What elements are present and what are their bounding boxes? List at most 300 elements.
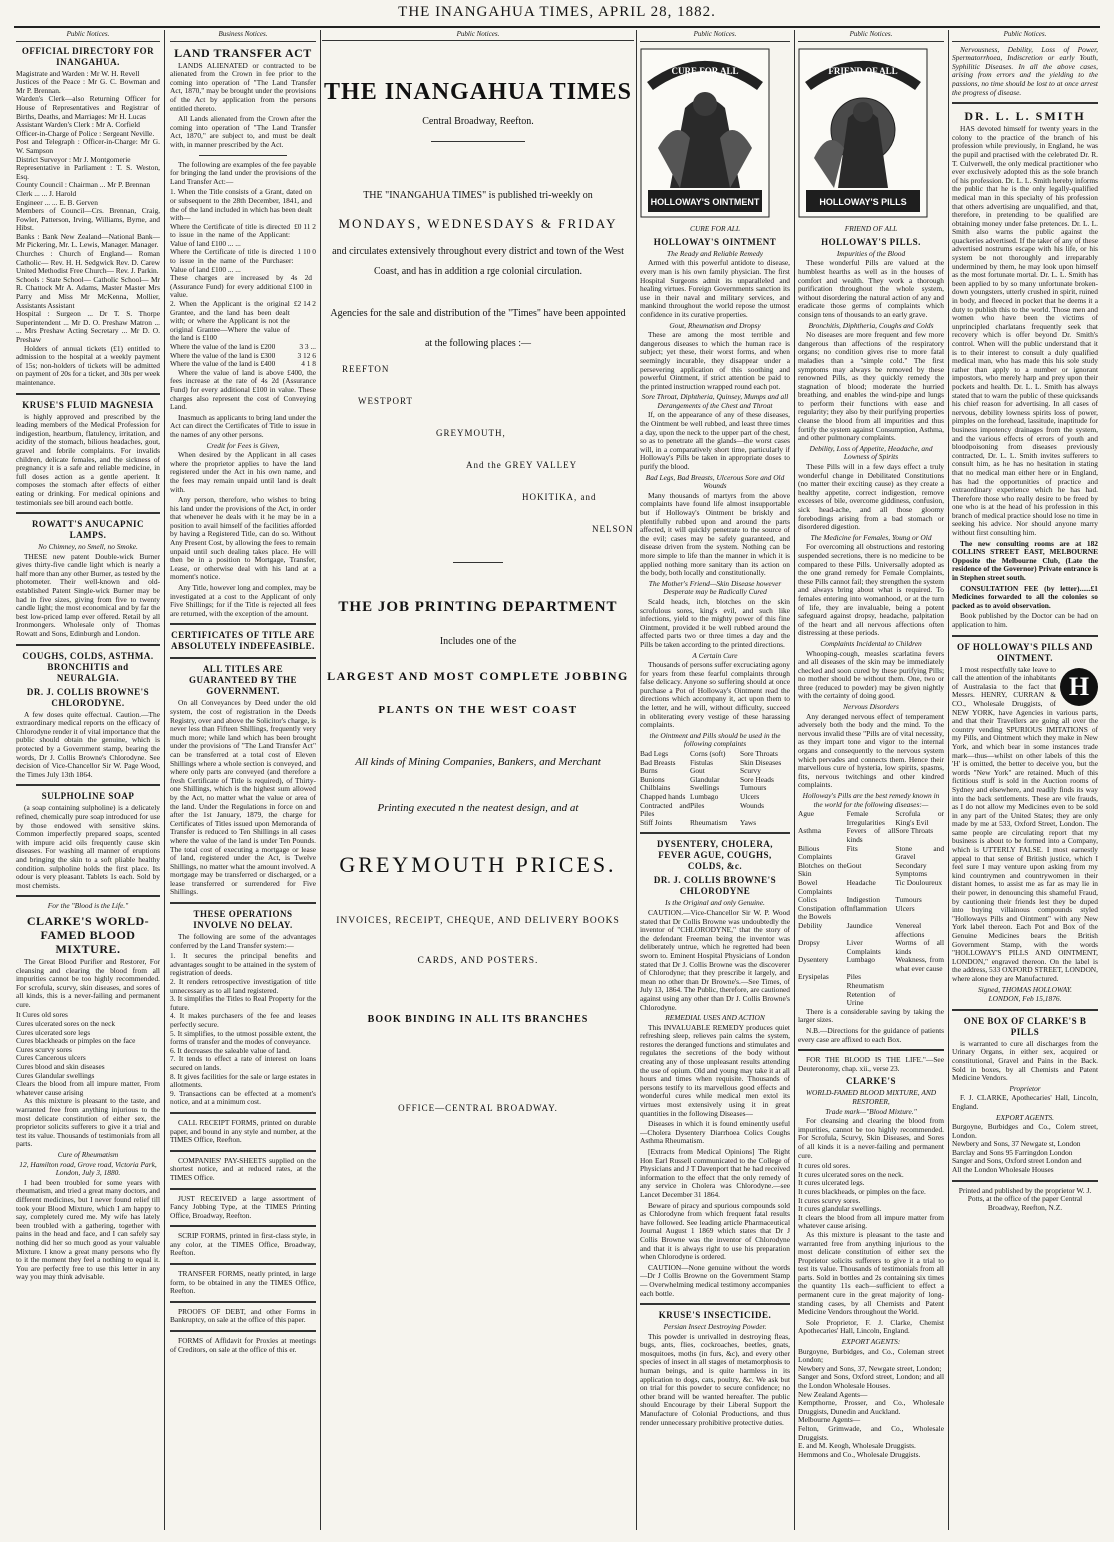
blood-lead: For the "Blood is the Life.": [47, 901, 129, 911]
holloways-ointment-engraving: [640, 48, 770, 218]
clarke-body: The Great Blood Purifier and Restorer, For cleansing and clearing the blood from all impurities cannot be too highly recommended. For scrofula, scurvy, skin diseases, and sores of all kinds, this is a never-failing and permanent cure.: [16, 956, 160, 1009]
agent-entry: Felton, Grimwade, and Co., Wholesale Druggists.: [798, 1423, 944, 1442]
ops-list-item: 9. Transactions can be effected at a moment's notice, and at a minimum cost.: [170, 1088, 316, 1107]
section-body: Many thousands of martyrs from the above complaints have found life almost insupportable but if Holloway's Ointment be briskly and plentifully rubbed upon and around the parts affected, it will quickly penetrate to the source of the evil; cases may be safely guaranteed, and disease driven from the system. Nothing can be more simple to life than the manner in which it is applied nothing more sanitary than its action on the body, both locally and constitutionally.: [640, 490, 790, 578]
remedy-cell: Worms of all kinds: [895, 938, 944, 956]
agent-entry: New Zealand Agents—: [798, 1389, 868, 1399]
fee-description: These charges are increased by 4s 2d (Assurance Fund) for every additional £100 in value.: [170, 273, 312, 300]
fee-description: Where the Certificate of title is directed to issue in the name of the Purchaser: Value of land £100 ... ...: [170, 247, 294, 274]
places-lead: at the following places :—: [424, 338, 532, 349]
directory-entry: County Council : Chairman ... Mr P. Brennan: [16, 180, 151, 190]
forms-ad: FORMS of Affidavit for Proxies at meetings of Creditors, on sale at the office of this er.: [170, 1336, 316, 1354]
guaranteed-head: ALL TITLES ARE GUARANTEED BY THE GOVERNMENT.: [188, 664, 298, 697]
section-body: Thousands of persons suffer excruciating agony for years from these fearful complaints through false delicacy. Anyone so suffering should at once purchase a Pot of Holloway's Ointment read the directions which accompany it, act upon them to the letter, and he will, without difficulty, succeed in obliterating every vestige of these harassing complaints.: [640, 660, 790, 730]
complaints-table: [640, 750, 790, 827]
complaints-cell: Lumbago: [690, 792, 719, 801]
mining-line: All kinds of Mining Companies, Bankers, and Merchant: [355, 756, 601, 768]
remedy-cell: [895, 991, 944, 1008]
cure-body: I had been troubled for some years with rheumatism, and tried a great many doctors, and different medicines, but I never found relief till took your Blood Mixture, which I am happy to say, completely cured me. My wife has lately been troubled with a gathering, together with pains in the head and face, and I can safely say nothing did her so much good as your valuable Mixture. I know a great many persons who fly to it the moment they feel a nothing to equal it. You are perfectly free to use this letter in any way you may think advisable.: [16, 1177, 160, 1282]
agent-entry: Barclay and Sons 95 Farringdon London: [952, 1147, 1073, 1157]
collis-title: DR. J. COLLIS BROWNE'S CHLORODYNE.: [26, 686, 150, 708]
remedy-cell: [798, 982, 847, 991]
blood-life: FOR THE BLOOD IS THE LIFE."—See Deuteronomy, chap. xii., verse 23.: [798, 1055, 944, 1073]
divider: [170, 657, 316, 659]
directory-entry: Warden's Clerk—also Returning Officer for House of Representatives and Registrar of Births, Deaths, and Marriages: Mr H. Lucas: [16, 94, 160, 121]
clarke-title: CLARKE'S: [845, 1076, 896, 1087]
divider: [170, 1150, 316, 1152]
saving-note: There is a considerable saving by taking the larger sizes.: [798, 1006, 944, 1025]
cure-head: Cure of Rheumatism: [57, 1149, 119, 1159]
sulpholine-body: (a soap containing sulpholine) is a delicately refined, chemically pure soap introduced for use by those endowed with sensitive skins. Common imperfectly prepared soaps, scented with impure acid oils frequently cause skin diseases. For washing all manner of eruptions and bringing the skin to a soft pliable healthy condition. sulpholine holds the first place. Its odour is very pleasant. Tablets 1s each. Sold by most chemists.: [16, 803, 160, 890]
remedy-cell: Blotches on the Skin: [798, 860, 847, 879]
ops-head: THESE OPERATIONS INVOLVE NO DELAY.: [193, 909, 293, 931]
transfer-ad: TRANSFER FORMS, neatly printed, in large form, to be obtained in any the TIMES Office, Reefton.: [170, 1269, 316, 1296]
section-body: For overcoming all obstructions and restoring suspended secretions, there is no medicine to be compared to these Pills. Universally adopted as the one grand remedy for Female Complaints, these Pills cannot fail; they strengthen the system and always bring about what is required. To females entering into womanhood, or at the turn of life, they are invaluable, being a potent safeguard against dropsy, headache, palpitation of the heart and all nervous affections often distressing at these periods.: [798, 542, 944, 638]
place-item: And the GREY VALLEY: [466, 460, 578, 470]
collis-title: DR. J. COLLIS BROWNE'S CHLORODYNE: [653, 875, 777, 897]
plants-line: PLANTS ON THE WEST COAST: [378, 704, 578, 716]
column-4: [640, 30, 790, 1530]
complaints-cell: Bad Legs: [640, 749, 669, 759]
clarke-list: [798, 1162, 944, 1231]
section-body: These Pills will in a few days effect a truly wonderful change in Debilitated Constitutions (no matter their exciting cause) as they create a healthy appetite, correct indigestion, remove excesses of bile, overcome giddiness, confusion, sick head-ache, and all those gloomy forebodings arising from a bad stomach or disordered digestion.: [798, 462, 944, 532]
divider: [640, 832, 790, 834]
complaints-row: [640, 819, 790, 828]
collis-sub: Is the Original and only Genuine.: [665, 898, 765, 908]
proprietor: F. J. CLARKE, Apothecaries' Hall, Lincoln, England.: [952, 1093, 1098, 1111]
directory-entry: Magistrate and Warden : Mr W. H. Revell: [16, 68, 140, 78]
intro: Nervousness, Debility, Loss of Power, Spermatorrhoea, Indiscretion or early Youth, Syphilitic Diseases. In all the above cases, arising from errors and the yielding to the passions, no time should be lost to at once arrest the progress of disease.: [952, 44, 1098, 97]
clarke-list-item: It cures blackheads, or pimples on the face.: [798, 1186, 926, 1196]
ops-list-item: 1. It secures the principal benefits and advantages sought to be attained in the system of registration of deeds.: [170, 951, 316, 978]
remedy-cell: Stone and Gravel: [895, 843, 944, 862]
circulates-line: and circulates extensively throughout every district and town of the West: [332, 246, 624, 257]
section-head: Nervous Disorders: [843, 702, 899, 712]
ops-list-item: 4. It makes purchasers of the fee and leases perfectly secure.: [170, 1011, 316, 1029]
times-title: THE INANGAHUA TIMES: [324, 79, 632, 105]
times-address: Central Broadway, Reefton.: [422, 116, 534, 127]
remedy-table-head: Holloway's Pills are the best remedy known in the world for the following diseases:—: [802, 791, 940, 809]
ops-list-item: 3. It simplifies the Titles to Real Property for the future.: [170, 994, 316, 1012]
section-body: No diseases are more frequent and few more dangerous than affections of the respiratory organs; no condition gives rise to more fatal maladies than a "simple cold." The first symptoms may always be removed by these renowned Pills, as they quickly remedy the stagnation of blood; moderate the hurried breathing, and enables the wind-pipe and lungs to perform their functions with ease and regularity; they also by their purifying properties cleanse the blood from all impurities and thus fortify the system against Consumption, Asthma, and other pulmonary complaints.: [798, 330, 944, 443]
remedy-row: [798, 905, 944, 922]
remedial-head: REMEDIAL USES AND ACTION: [665, 1013, 765, 1023]
lamp-title: ROWATT'S ANUCAPNIC LAMPS.: [31, 519, 145, 541]
complaints-row: [640, 759, 790, 768]
collis-body: CAUTION.—Vice-Chancellor Sir W. P. Wood stated that Dr Collis Browne was undoubtedly the inventor of "CHLORODYNE," that the story of the defendant Freeman being the inventor was deliberately untrue, which he regretted had been sworn to. Eminent Hospital Physicians of London stated that Dr J. Collis Browne was the discoverer of Chlorodyne; that they prescribe it largely, and mean no other than Dr Browne's.—See Times, of July 13, 1864. The Public, therefore, are cautioned against using any other than Dr J. Collis Browne's Chlorodyne.: [640, 907, 790, 1012]
kruse-title: KRUSE'S FLUID MAGNESIA: [22, 399, 154, 410]
remedy-cell: Secondary Symptoms: [895, 860, 927, 879]
directory-entry: Members of Council—Crs. Brennan, Craig, Fowler, Patterson, Irving, Williams, Byrne, and Hibst.: [16, 206, 160, 233]
remedy-row: [798, 879, 944, 896]
insecticide-title: KRUSE'S INSECTICIDE.: [658, 1310, 772, 1321]
complaints-cell: Sore Throats: [740, 749, 778, 759]
complaints-cell: Chilblains: [640, 783, 671, 793]
section-head: A Certain Cure: [692, 650, 738, 660]
place-item: GREYMOUTH,: [436, 428, 506, 438]
section-head: The Ready and Reliable Remedy: [666, 248, 764, 258]
complaints-cell: Ulcers: [740, 792, 760, 801]
agent-entry: Melbourne Agents—: [798, 1415, 861, 1425]
complaints-cell: Swellings: [690, 783, 720, 793]
clarke-list-item: Cures ulcerated sores on the neck: [16, 1019, 116, 1029]
fee-amount: 4 1 8: [301, 359, 316, 369]
cut-caption: CURE FOR ALL: [690, 224, 740, 234]
column-5: [798, 30, 944, 1530]
cut-ribbon: FRIEND OF ALL: [828, 65, 898, 76]
section-body: Any deranged nervous effect of temperament adversely both the body and the mind. To the nervous invalid these "Pills are of vital necessity, as they impart tone and vigor to the internal organs and consequently to the nervous system which pervades and connects them. Hence their marvellous cure of hysteria, low spirits, spasms, fits, nervous twitchings and other kindred complaints.: [798, 711, 944, 790]
divider: [640, 1303, 790, 1305]
directory-list: [16, 70, 160, 345]
section-head: Bronchitis, Diphtheria, Coughs and Colds: [808, 320, 934, 330]
complaints-cell: Contracted and Piles: [640, 800, 690, 819]
remedy-row: [798, 845, 944, 862]
remedy-row: [798, 810, 944, 827]
kruse-body: is highly approved and prescribed by the leading members of the Medical Profession for indigestion, heartburn, flatulency, irritation, and acidity of the stomach, bilious headaches, gout, gravel and febrile complaints. For invalids children, delicate females, and the sickness of pregnancy it is a safe and reliable medicine, in full doses action as a gentle aperient. It composes the stomach after effects of either eating or drinking. For medical opinions and testimonials see bill around each bottle.: [16, 411, 160, 507]
remedy-cell: Tic Douloureux: [895, 877, 943, 887]
hospital-note: Holders of annual tickets (£1) entitled to admission to the hospital at a weekly payment of 15s; non-holders of tickets will be admitted on payment of 20s for a ticket, and 30s per week maintenance.: [16, 343, 160, 387]
column-1: [16, 30, 160, 1530]
prices-line: GREYMOUTH PRICES.: [339, 852, 617, 877]
complaints-cell: Skin Diseases: [740, 757, 782, 767]
complaints-cell: Bunions: [640, 774, 665, 784]
fee-description: Where the value of the land is £400: [170, 359, 276, 369]
remedy-row: [798, 991, 944, 1008]
companies-ad: COMPANIES' PAY-SHEETS supplied on the shortest notice, and at reduced rates, at the TIMES Office.: [170, 1155, 316, 1182]
complaints-cell: Yaws: [740, 817, 757, 827]
divider: [952, 1180, 1098, 1182]
directory-entry: Representative in Parliament : T. S. Weston, Esq.: [16, 163, 160, 181]
remedy-cell: Debility: [798, 920, 823, 930]
agent-entry: Kempthorne, Prosser, and Co., Wholesale Druggists, Dunedin and Auckland.: [798, 1398, 944, 1416]
divider: [170, 623, 316, 625]
divider: [170, 1112, 316, 1114]
trade-mark: Trade mark—"Blood Mixture.": [825, 1106, 917, 1116]
holloways-pills-engraving: [798, 48, 928, 218]
fee-description: 2. When the Applicant is the original Grantee, and the land has been dealt with; or where the Applicant is not the original Grantee—Where the value of the land is £100: [170, 299, 290, 343]
remedy-cell: Ague: [798, 809, 815, 819]
fee-description: 1. When the Title consists of a Grant, dated on or subsequent to the 28th December, 1841, and the of the land included in which has been dealt with—: [170, 187, 312, 223]
remedy-cell: Venereal affections: [895, 920, 925, 939]
fee-description: Where the value of the land is £200: [170, 342, 276, 351]
agents-head: EXPORT AGENTS.: [995, 1112, 1055, 1122]
section-head: Complaints Incidental to Children: [820, 638, 922, 648]
clarke-list-item: Clears the blood from all impure matter, From whatever cause arising: [16, 1079, 160, 1097]
job-printing-title: THE JOB PRINTING DEPARTMENT: [338, 599, 618, 615]
cut-label: HOLLOWAY'S PILLS: [819, 196, 907, 207]
clarke-list-item: It cures ulcerated sores on the neck.: [798, 1169, 904, 1179]
clarke-intro: For cleansing and clearing the blood from impurities, cannot be too highly recommended. For Scrofula, Scurvy, Skin Diseases, and Sores of all kinds it is a never-failing and permanent cure.: [798, 1116, 944, 1160]
remedy-cell: Indigestion: [846, 895, 880, 905]
clarke-list-item: It cures old sores.: [798, 1161, 851, 1171]
column-rule: [948, 30, 949, 1530]
ointment-title: HOLLOWAY'S OINTMENT: [653, 236, 777, 247]
holloway-title: OF HOLLOWAY'S PILLS AND OINTMENT.: [956, 641, 1094, 663]
smith-body: HAS devoted himself for twenty years in the colony to the practice of the branch of his profession while previously, in England, he was the pupil and practised with the celebrated Dr. R. T. Culverwell, the only medical practitioner who ever exclusively adopted this as the sole branch of his profession. Dr. L. L. Smith hereby informs the public that he is the only legally-qualified medical man in this specialty of his profession that others advertising are unqualified, and that, therefore, in pretending to be qualified are obtaining money under false pretences. Dr. L. L. Smith also warns the public against the quackeries advertised. If the taker of any of these advertised nostrums escape with his life, or his system be not thoroughly and irreparably undermined by them, he may look upon himself as the most fortunate mortal. Dr. L. L. Smith has been applied to by so many unfortunate broken-down youngsters, utterly crushed in spirit, ruined in body, and fleeced in pocket that he deems it a duty to publish this to the world. Those men and women who have been the victims of unprincipled charlatans frequently seek that recovery which is offer beyond Dr. Smith's control. When will the public understand that it is to their interest to consult a duly qualified medical man, who has made this his sole study rather than apply to a number or ignorant impostors, who merely harp and prey upon their pockets and health. Dr. L. L. Smith has always stated that to warn the public of these quicksands his chief reason for advertising. In all cases of nervous, debility lowness spirits loss of power, pimples on the forehead, lassitude, inaptitude for business impotency drainages from the system, and the various effects of errors of youth and bloodpoisoning from diseases previously contracted, Dr. L. L. Smith invites sufferers to consult him, as he has no hesitation in stating that no medical man either here or in England, has had the opportunities of practice and extraordinary experience which he has had. Therefore those who really desire to be freed by one who is at the head of his profession in this branch of medical practice should lose no time in seeking his advice. Nor should anyone marry without first consulting him.: [952, 124, 1098, 538]
directory-entry: Post and Telegraph : Officer-in-Charge: Mr G. W. Sampson: [16, 137, 160, 155]
agencies-line: Agencies for the sale and distribution of the "Times" have been appointed: [330, 308, 626, 319]
masthead-rule: [14, 26, 1100, 28]
clarke-list-item: It cures ulcerated legs.: [798, 1178, 865, 1188]
fee-row: [170, 300, 316, 343]
masthead: THE INANGAHUA TIMES, APRIL 28, 1882.: [398, 4, 716, 20]
land-title: LAND TRANSFER ACT: [174, 45, 312, 60]
insecticide-body: This powder is unrivalled in destroying fleas, bugs, ants, flies, cockroaches, beetles, gnats, mosquitoes, moths (in furs, &c), and every other species of insect in all stages of metamorphosis to human beings, and is quite harmless in its application to dogs, cats, poultry, &c. We ask but on trial for this powder to secure confidence; no other brand will be wanted hereafter. The public should Encourage by their Liberal Support the Manufacture of Colonial Productions, and thus render unnecessary prohibitive protective duties.: [640, 1331, 790, 1427]
column-rule: [320, 30, 321, 1530]
diseases: Diseases in which it is found eminently useful—Cholera Dysentery Diarrhoea Colics Coughs Asthma Rheumatism.: [640, 1119, 790, 1146]
complaints-cell: Corns (soft): [690, 749, 726, 759]
section-body: Armed with this powerful antidote to disease, every man is his own family physician. The first Hospital Surgeons admit its unparalleled and healing virtues. Foreign Governments sanction its use in their naval and military services, and mankind throughout the world repose the utmost confidence in its curative properties.: [640, 258, 790, 319]
place-item: REEFTON: [342, 364, 390, 374]
agent-entry: All the London Wholesale Houses: [952, 1165, 1054, 1175]
agent-entry: E. and M. Keogh, Wholesale Druggists.: [798, 1441, 916, 1451]
certs-head: CERTIFICATES OF TITLE ARE ABSOLUTELY INDEFEASIBLE.: [171, 630, 315, 652]
remedy-cell: Bowel Complaints: [798, 877, 833, 896]
section-head: Sore Throat, Diphtheria, Quinsey, Mumps and all Derangements of the Chest and Throat: [641, 392, 789, 410]
directory-entry: Banks : Bank New Zealand—National Bank— Mr Pickering, Mr. L. Lewis, Manager. Manager.: [16, 231, 160, 250]
divider: [952, 1009, 1098, 1011]
clarke-proprietor: Sole Proprietor, F. J. Clarke, Chemist Apothecaries' Hall, Lincoln, England.: [798, 1317, 944, 1336]
remedy-cell: Tumours: [895, 895, 922, 905]
divider: [170, 902, 316, 904]
land-p2: All Lands alienated from the Crown after the coming into operation of "The Land Transfer Act, 1870," are subject to, and must be dealt with, in manner prescribed by the Act.: [170, 114, 316, 149]
coughs-title: COUGHS, COLDS, ASTHMA. BRONCHITIS and NEURALGIA.: [22, 650, 154, 683]
onebox-body: is warranted to cure all discharges from the Urinary Organs, in either sex, acquired or constitutional, Gravel and Pains in the Back. Sold in boxes, by all Chemists and Patent Medicine Vendors.: [952, 1038, 1098, 1083]
directory-entry: Churches : Church of England— Roman Catholic— Rev. H. H. Sedgwick Rev. D. Carew United Methodist Free Church— Rev. J. Parkin.: [16, 249, 160, 276]
complaints-cell: Chapped hands: [640, 792, 686, 801]
remedy-cell: Weakness, from what ever cause: [895, 955, 944, 973]
directory-entry: Schools : State School— Catholic School— Mr R. Chattock Mr A. Adams, Master Master Mrs Parry and Miss Mr McKenna, Mollier, Assistants Assistant: [16, 274, 160, 310]
remedy-cell: Piles: [846, 972, 862, 982]
column-rule: [636, 30, 637, 1530]
clarke-more: As this mixture is pleasant to the taste, and warranted free from anything injurious to the most delicate constitution of either sex, the proprietor solicits sufferers to give it a trial and test its value. Thousands of testimonials from all parts.: [16, 1096, 160, 1149]
fee-description: Where the value of the land is £300: [170, 350, 276, 360]
ops-list-item: 8. It gives facilities for the sale or large estates in allotments.: [170, 1071, 316, 1090]
scrip-ad: SCRIP FORMS, printed in first-class style, in any color, at the TIMES Office, Broadway, Reefton.: [170, 1231, 316, 1258]
divider: [170, 1330, 316, 1332]
remedy-cell: Asthma: [798, 826, 821, 836]
lamp-body: THESE new patent Double-wick Burner gives thirty-five candle light which is nearly a half more than any other Burner, as tested by the photometer. Their well-known and old-established Patent Single-wick Burner may be had in five sizes, giving from five to twenty candle light; the most economical and by far the best low-priced lamp ever offered. Retail by all Ironmongers. Wholesale only of Thomas Rowatt and Sons, Edinburgh and London.: [16, 551, 160, 639]
divider: [453, 562, 503, 563]
credit-body: When desired by the Applicant in all cases where the proprietor applies to have the land registered under the Act in his own name, and the fees may remain unpaid until land is dealt with.: [170, 450, 316, 494]
agent-entry: Newbery and Sons, 37, Newgate street, London;: [798, 1363, 942, 1373]
complaints-table-head: the Ointment and Pills should be used in the following complaints: [649, 730, 781, 749]
divider: [170, 1225, 316, 1227]
complaints-cell: Bad Breasts: [640, 757, 676, 767]
column-header: Public Notices.: [798, 30, 944, 42]
ops-list-item: 2. It renders retrospective investigation of title unnecessary as to all land registered.: [170, 977, 316, 995]
remedy-cell: Female Irregularities: [846, 809, 885, 827]
clarke-list-item: It cures scurvy sores.: [798, 1195, 861, 1205]
agent-entry: Burgoyne, Burbidges, and Co., Coleman street London;: [798, 1346, 944, 1365]
invoices-line: INVOICES, RECEIPT, CHEQUE, AND DELIVERY BOOKS: [336, 916, 620, 926]
call-receipt-ad: CALL RECEIPT FORMS, printed on durable paper, and bound in any style and number, at the TIMES Office, Reefton.: [170, 1117, 316, 1145]
divider: [16, 895, 160, 897]
remedy-cell: Fevers of all kinds: [846, 826, 896, 844]
section-head: Impurities of the Blood: [836, 248, 906, 258]
section-head: Bad Legs, Bad Breasts, Ulcerous Sore and Old Wounds: [645, 472, 785, 491]
remedy-cell: [895, 973, 944, 982]
agent-entry: Newbery and Sons, 37 Newgate st, London: [952, 1139, 1081, 1149]
column-rule: [794, 30, 795, 1530]
divider: [16, 784, 160, 786]
complaints-cell: Burns: [640, 766, 658, 776]
fees-list: [170, 188, 316, 368]
places-list: [322, 354, 634, 544]
remedy-cell: [798, 991, 847, 1008]
remedy-cell: Dropsy: [798, 938, 820, 948]
remedy-cell: Constipation of the Bowels: [798, 903, 847, 922]
directory-entry: Justices of the Peace : Mr G. C. Bowman and Mr P. Brennan.: [16, 77, 160, 95]
section-body: Whooping-cough, measles scarlatina fevers and all diseases of the skin may be immediately checked and soon cured by these purifying Pills; no mother should be without them. One, two or three (reduced to powder) may be given nightly with the certainty of doing good.: [798, 648, 944, 701]
land-p1: LANDS ALIENATED or contracted to be alienated from the Crown in fee prior to the coming into operation of "The Land Transfer Act, 1870," may be brought under the provisions of the Act by application from the persons entitled thereto.: [170, 60, 316, 113]
cut-caption: FRIEND OF ALL: [844, 224, 898, 234]
onebox-title: ONE BOX OF CLARKE'S B PILLS: [963, 1015, 1087, 1037]
divider: [16, 644, 160, 646]
divider: [16, 393, 160, 395]
section-body: These are among the most terrible and dangerous diseases to which the human race is subject; yet these, their worst forms, and when seemingly incurable, they disappear under a persevering application of this soothing and powerful Ointment, if strict attention be paid to the printed instruction wrapped round each pot.: [640, 330, 790, 391]
complaints-cell: Piles: [690, 800, 705, 810]
remedy-cell: Inflammation: [846, 903, 887, 913]
remedy-cell: Lumbago: [846, 955, 875, 965]
fee-amount: £2 14 2: [293, 299, 316, 309]
lamp-sub: No Chimney, no Smell, no Smoke.: [38, 542, 138, 552]
divider: [16, 512, 160, 514]
cut-ribbon: CURE FOR ALL: [671, 65, 739, 76]
complaints-cell: Scurvy: [740, 766, 761, 776]
divider: [798, 1049, 944, 1051]
remedy-row: [798, 827, 944, 844]
column-6: [952, 30, 1098, 1530]
column-header: Public Notices.: [16, 30, 160, 42]
dysentery-head: DYSENTERY, CHOLERA, FEVER AGUE, COUGHS, COLDS, &c.: [656, 839, 774, 872]
extracts: [Extracts from Medical Opinions] The Right Hon Earl Russell communicated to the College of Physicians and J T Davenport that he had received information to the effect that the only remedy of any service in Cholera was Chlorodyne.—see Lancet December 31 1864.: [640, 1147, 790, 1199]
remedy-table: [798, 810, 944, 1008]
holloway-body: I most respectfully take leave to call the attention of the inhabitants of Australasia to the fact that Messrs. HENRY, CURRAN & CO., Wholesale Druggists, of NEW YORK, have Agencies in various parts, and that their Travellers are going all over the country vending SPURIOUS IMITATIONS of my Pills, and Ointment which they make in New York, and which bear in some instances trade mark—thus—whilst on other labels of this the 'H' is omitted, the better to deceive you, but the words "New York" are retained. Much of this fictitious stuff is sold in the Auction rooms of Sydney and elsewhere, and readily finds its way into the back settlements. These are vile frauds, as I do not allow my Medicines even to be sold in any part of the United States; they are only made by me at 533, Oxford Street, London. The same people are circulating report that my business is about to be formed into a Company, which is UTTERLY FALSE. I most earnestly appeal to that sense of British justice, which I feel sure I may venture upon asking from my kind countrymen and countrywomen in their distant homes, to assist me as far as may lie in their power, in denouncing this shameful Fraud, by cautioning their friends lest they be duped into buying villainous compounds styled "Holloways Pills and Ointment" with any New York label thereon. Each Pot and Box of the Genuine Medicines bears the British Government Stamp, with the words "HOLLOWAY'S PILLS AND OINTMENT, LONDON," engraved thereon. On the label is the address, 533 OXFORD STREET, LONDON, where alone they are Manufactured.: [952, 664, 1098, 983]
holloway-sign: Signed, THOMAS HOLLOWAY.: [977, 984, 1073, 994]
times-advertisement: [322, 30, 634, 1530]
any-person: Any person, therefore, who wishes to bring his land under the provisions of the Act, in order that whenever he deals with it he may be in a position to avail himself of the facilities afforded by having a Registered Title, can do so. Without Any Present Cost, by allowing the fees to remain unpaid until such dealing takes place. He will then be in a position to Mortgage, Transfer, Lease, or otherwise deal with his land at a moment's notice.: [170, 495, 316, 582]
directory-title: OFFICIAL DIRECTORY FOR INANGAHUA.: [21, 45, 155, 67]
remedy-cell: Fits: [846, 843, 858, 853]
section-body: Scald heads, itch, blotches on the skin scrofulous sores, king's evil, and such like infections, yield to the mighty power of this fine Ointment, provided it be well rubbed around the affected parts two or three times a day and the Pills be taken according to the printed directions.: [640, 596, 790, 649]
remedy-cell: Sore Throats: [895, 826, 934, 836]
remedy-cell: Bilious Complaints: [798, 843, 833, 862]
remedy-cell: Dysentery: [798, 955, 829, 965]
caution2: CAUTION—None genuine without the words—Dr J Collis Browne on the Government Stamp — Overwhelming medical testimony accompanies each bottle.: [640, 1262, 790, 1298]
clarke-list-item: Cures Glandular swellings: [16, 1070, 95, 1080]
publishing-days: MONDAYS, WEDNESDAYS & FRIDAY: [338, 216, 618, 231]
clarke-title: CLARKE'S WORLD-FAMED BLOOD MIXTURE.: [26, 913, 150, 956]
largest-line: LARGEST AND MOST COMPLETE JOBBING: [327, 669, 629, 683]
insecticide-sub: Persian Insect Destroying Powder.: [663, 1322, 767, 1332]
clarke-list-item: It clears the blood from all impure matter from whatever cause arising.: [798, 1212, 944, 1231]
directory-entry: Assistant Warden's Clerk : Mr A. Corfield: [16, 120, 140, 130]
credit-head: Credit for Fees is Given,: [206, 440, 280, 450]
remedy-cell: Scrofula or King's Evil: [895, 809, 944, 827]
complaints-cell: Stiff Joints: [640, 817, 673, 827]
directory-entry: Clerk ... ... J. Harold: [16, 188, 77, 198]
section-head: Gout, Rheumatism and Dropsy: [669, 320, 761, 330]
clarke-list-item: It Cures old sores: [16, 1010, 68, 1020]
agent-entry: Hemmons and Co., Wholesale Druggists.: [798, 1449, 921, 1459]
remedy-cell: [895, 982, 944, 991]
smith-fee: CONSULTATION FEE (by letter)......£1 Medicines forwarded to all the colonies so packed as to avoid observation.: [952, 583, 1098, 610]
remedy-cell: Retention of Urine: [846, 989, 896, 1008]
fee-description: Where the Certificate of title is directed to issue in the name of the Applicant: Value of land £100 ... ...: [170, 221, 291, 248]
remedy-row: [798, 922, 944, 939]
cure-address: 12, Hamilton road, Grove road, Victoria Park, London, July 3, 1880.: [19, 1159, 157, 1178]
smith-title: DR. L. L. SMITH: [964, 109, 1086, 124]
column-header: Business Notices.: [170, 30, 316, 42]
fee-amount: 3 3 ...: [299, 342, 316, 351]
agents-head: EXPORT AGENTS:: [841, 1337, 901, 1347]
complaints-cell: Gout: [690, 766, 705, 776]
remedy-cell: Liver Complaints: [846, 938, 881, 956]
complaints-cell: Wounds: [740, 800, 765, 810]
section-body: These wonderful Pills are valued at the humblest hearths as well as in the houses of comfort and wealth. They work a thorough purification throughout the whole system, without disordering the natural action of any and eradicate those germs of complaints which consign tens of thousands to an early grave.: [798, 258, 944, 319]
agents-list: [798, 1348, 944, 1460]
clarke-sub: WORLD-FAMED BLOOD MIXTURE, AND RESTORER,: [805, 1088, 937, 1106]
remedy-cell: Headache: [846, 877, 876, 887]
ops-list-item: 5. It simplifies, to the utmost possible extent, the forms of transfer and the modes of conveyance.: [170, 1028, 316, 1047]
section-head: Debility, Loss of Appetite, Headache, and Lowness of Spirits: [809, 443, 933, 462]
fees-note2: Inasmuch as applicants to bring land under the Act can direct the Certificates of Title to issue in the names of any other persons.: [170, 412, 316, 439]
smith-book: Book published by the Doctor can be had on application to him.: [952, 611, 1098, 629]
complaints-cell: Tumours: [740, 783, 767, 793]
ops-list-item: 6. It decreases the saleable value of land.: [170, 1045, 291, 1055]
sulpholine-title: SULPHOLINE SOAP: [41, 791, 135, 802]
agent-entry: Sanger and Sons, Oxford street, London; and all the London Wholesale Houses.: [798, 1372, 944, 1390]
h-trademark-seal: H: [1060, 668, 1098, 706]
fee-amount: 3 12 6: [297, 350, 316, 360]
directory-entry: Officer-in-Charge of Police : Sergeant Neville.: [16, 128, 155, 138]
clarke-list-item: Cures ulcerated sore legs: [16, 1027, 91, 1037]
binding-line: BOOK BINDING IN ALL ITS BRANCHES: [367, 1014, 589, 1025]
remedy-cell: Gout: [846, 860, 862, 870]
remedy-cell: Ulcers: [895, 903, 915, 913]
remedial-body: This INVALUABLE REMEDY produces quiet refreshing sleep, relieves pain calms the system, restores the deranged functions and stimulates and regulates the secretions of the body without creating any of those unpleasant results attending the use of opium. Old and young may take it at all hours and times when requisite. Thousands of persons testify to its marvellous good effects and wonderful cures while medical men extol its virtues most extensively using it in great quantities in the following Diseases—: [640, 1022, 790, 1118]
clarke-list-item: Cures blood and skin diseases: [16, 1062, 105, 1072]
any-title: Any Title, however long and complex, may be investigated at a cost to the Applicant of only Five Shillings; for if the Title is rejected all fees are returned, with the exception of the amount.: [170, 583, 316, 618]
nb-note: N.B.—Directions for the guidance of patients every case are affixed to each Box.: [798, 1026, 944, 1044]
section-head: The Mother's Friend—Skin Disease however Desperate may be Radically Cured: [648, 578, 782, 597]
place-item: HOKITIKA, and: [522, 492, 597, 502]
place-item: WESTPORT: [358, 396, 413, 406]
section-head: The Medicine for Females, Young or Old: [810, 532, 932, 542]
complaints-cell: Glandular: [690, 774, 720, 784]
column-2: [170, 30, 316, 1530]
divider: [170, 1188, 316, 1190]
clarke-list-item: Cures Cancerous ulcers: [16, 1053, 86, 1063]
printing-line: Printing executed n the neatest design, and at: [377, 802, 579, 814]
directory-entry: Engineer ... ... E. B. Gerven: [16, 197, 98, 207]
coast-line: Coast, and has in addition a rge colonial circulation.: [373, 266, 583, 277]
remedy-row: [798, 939, 944, 956]
clarke-list: [16, 1011, 160, 1097]
divider: [170, 1301, 316, 1303]
agents-list: [952, 1123, 1098, 1175]
office-line: OFFICE—CENTRAL BROADWAY.: [398, 1103, 558, 1113]
divider: [170, 1263, 316, 1265]
complaints-cell: Rheumatism: [690, 817, 728, 827]
column-header: Public Notices.: [640, 30, 790, 42]
fees-head: The following are examples of the fee payable for bringing the land under the provisions of the Land Transfer Act:—: [170, 159, 316, 186]
place-item: NELSON: [592, 524, 634, 534]
includes-line: Includes one of the: [439, 636, 517, 647]
remedy-row: [798, 862, 944, 879]
divider: [199, 155, 287, 156]
